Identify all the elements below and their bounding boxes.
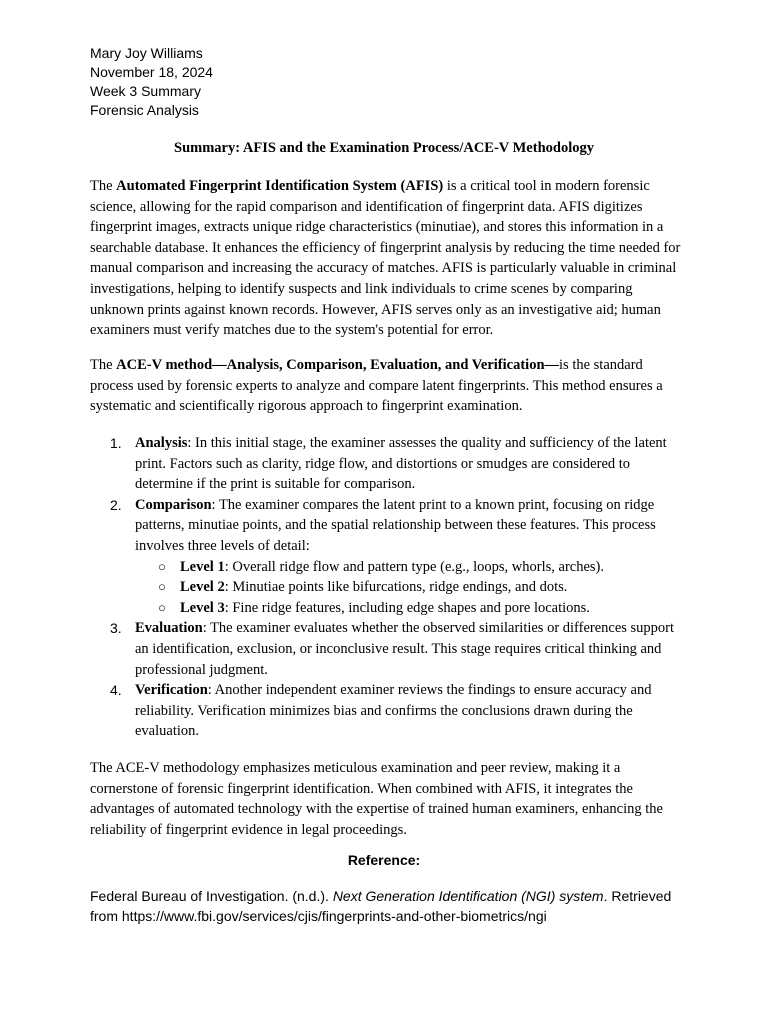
list-item xyxy=(90,495,682,557)
sub-list-item-text: : Fine ridge features, including edge shapes and pore locations. xyxy=(224,599,590,616)
reference-entry xyxy=(90,886,690,926)
sub-list-item-term: Level 1 xyxy=(180,558,225,575)
list-item-text: : In this initial stage, the examiner assesses the quality and sufficiency of the latent print. Factors such as clarity, ridge flow, and distortions or smudges are considered to determine if the print is suitable for comparison. xyxy=(135,435,667,493)
sub-list-item xyxy=(90,598,682,619)
paragraph-afis-term: Automated Fingerprint Identification System (AFIS) xyxy=(116,178,444,194)
sub-list-item-term: Level 3 xyxy=(180,599,225,616)
author-name: Mary Joy Williams xyxy=(90,45,203,61)
document-date: November 18, 2024 xyxy=(90,64,213,80)
list-item-term: Comparison xyxy=(135,496,212,513)
list-item xyxy=(90,618,682,680)
list-item-term: Evaluation xyxy=(135,620,203,637)
week-label: Week 3 Summary xyxy=(90,83,201,99)
paragraph-acev-lead: The xyxy=(90,357,117,373)
paragraph-acev-text: is the standard process used by forensic experts to analyze and compare latent fingerprints. This method ensures a systematic and scientifically rigorous approach to fingerprint examination. xyxy=(90,357,663,415)
list-item-text: : The examiner evaluates whether the observed similarities or differences support an identification, exclusion, or inconclusive result. This stage requires critical thinking and professional judgment. xyxy=(135,620,675,678)
paragraph-afis xyxy=(90,176,682,341)
reference-retrieved: . Retrieved from https://www.fbi.gov/services/cjis/fingerprints-and-other-biometrics/ngi xyxy=(90,888,672,924)
sub-list-item xyxy=(90,557,682,578)
sub-list-item-text: : Minutiae points like bifurcations, ridge endings, and dots. xyxy=(224,579,568,596)
paragraph-afis-lead: The xyxy=(90,178,117,194)
sub-list-item-text: : Overall ridge flow and pattern type (e.g., loops, whorls, arches). xyxy=(224,558,605,575)
list-item xyxy=(90,433,682,495)
list-item-number: 2. xyxy=(110,496,122,513)
paragraph-acev xyxy=(90,355,682,417)
circle-bullet-icon: ○ xyxy=(158,558,166,574)
list-item-text: : The examiner compares the latent print to a known print, focusing on ridge patterns, minutiae points, and the spatial relationship between these features. This process involves three levels of detail: xyxy=(135,496,656,554)
list-item-term: Analysis xyxy=(135,435,188,451)
paragraph-conclusion: The ACE-V methodology emphasizes meticulous examination and peer review, making it a cornerstone of forensic fingerprint identification. When combined with AFIS, it integrates the advantages of automated technology with the expertise of trained human examiners, enhancing the reliability of fingerprint evidence in legal proceedings. xyxy=(90,760,663,838)
list-item-number: 3. xyxy=(110,620,122,637)
circle-bullet-icon: ○ xyxy=(158,579,166,595)
reference-author: Federal Bureau of Investigation. (n.d.). xyxy=(90,888,333,904)
list-item-number: 4. xyxy=(110,682,122,699)
reference-heading: Reference: xyxy=(347,852,421,868)
acev-steps-list xyxy=(90,433,682,742)
document-title: Summary: AFIS and the Examination Process/ACE-V Methodology xyxy=(174,140,594,156)
list-item-text: : Another independent examiner reviews the findings to ensure accuracy and reliability. Verification minimizes bias and confirms the conclusions drawn during the evaluation. xyxy=(135,682,652,740)
list-item-term: Verification xyxy=(135,682,208,699)
circle-bullet-icon: ○ xyxy=(158,599,166,615)
paragraph-acev-term: ACE-V method—Analysis, Comparison, Evaluation, and Verification— xyxy=(116,357,560,373)
list-item-number: 1. xyxy=(110,435,122,451)
document-header xyxy=(90,44,213,120)
sub-list-item xyxy=(90,577,682,598)
course-name: Forensic Analysis xyxy=(90,102,199,118)
list-item xyxy=(90,680,682,742)
sub-list-item-term: Level 2 xyxy=(180,579,225,596)
paragraph-afis-text: is a critical tool in modern forensic science, allowing for the rapid comparison and identification of fingerprint data. AFIS digitizes fingerprint images, extracts unique ridge characteristics (minutiae), and stores this information in a searchable database. It enhances the efficiency of fingerprint analysis by reducing the time needed for manual comparison and increasing the accuracy of matches. AFIS is particularly valuable in criminal investigations, helping to identify suspects and link individuals to crime scenes by comparing unknown prints against known records. However, AFIS serves only as an investigative aid; human examiners must verify matches due to the system's potential for error. xyxy=(90,178,681,339)
reference-work-title: Next Generation Identification (NGI) system xyxy=(332,888,604,904)
